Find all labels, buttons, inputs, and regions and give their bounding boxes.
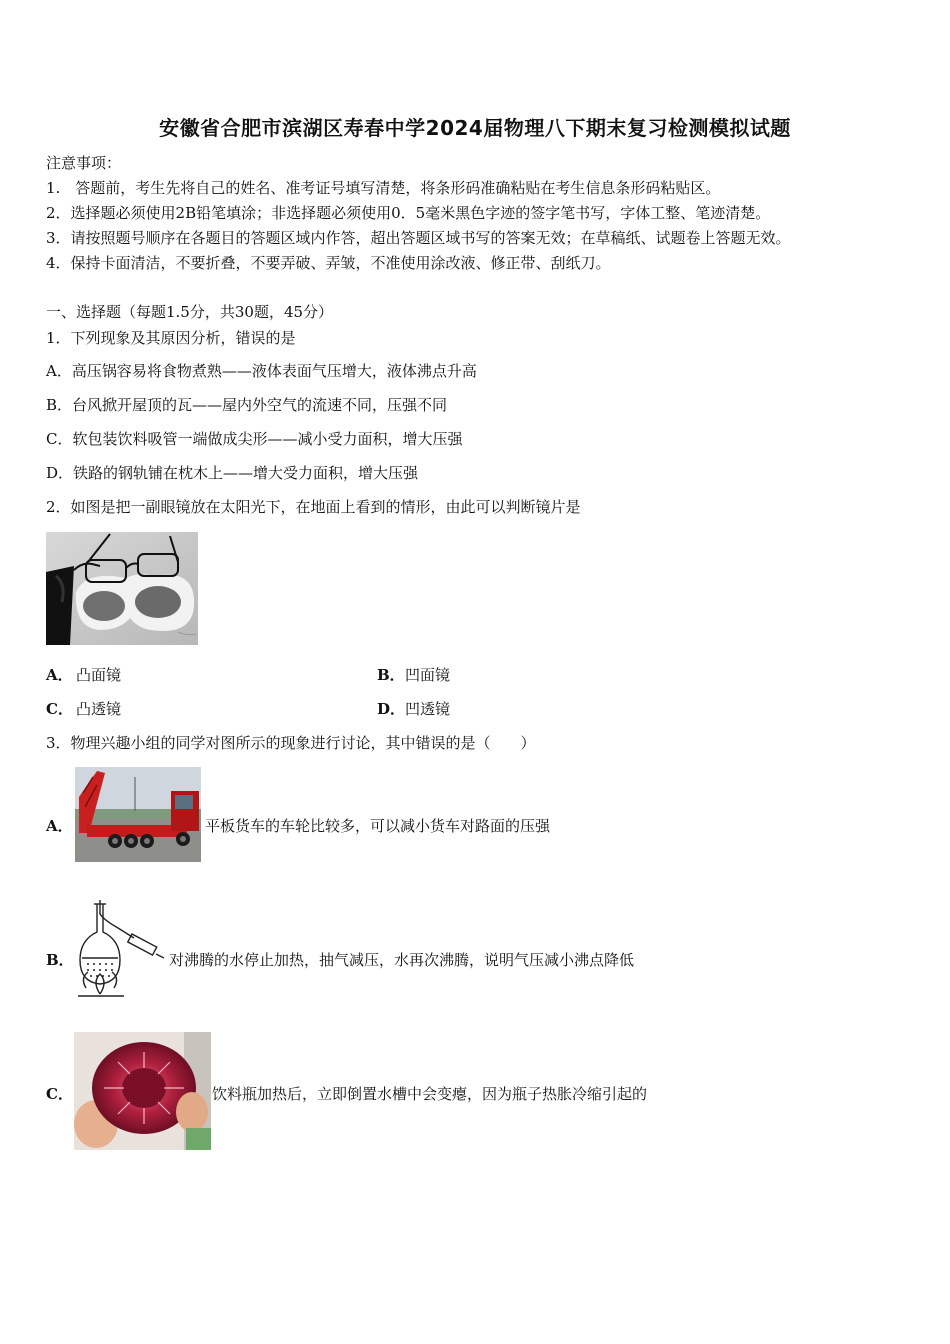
question-1-option-d: D．铁路的钢轨铺在枕木上——增大受力面积，增大压强 xyxy=(46,464,419,482)
question-1-option-c: C．软包装饮料吸管一端做成尖形——减小受力面积，增大压强 xyxy=(46,430,463,448)
notice-item: 2．选择题必须使用2B铅笔填涂；非选择题必须使用0．5毫米黑色字迹的签字笔书写，字体工整、笔迹清楚。 xyxy=(46,204,771,222)
question-3-option-b-text: 对沸腾的水停止加热，抽气减压，水再次沸腾，说明气压减小沸点降低 xyxy=(169,951,635,969)
question-3-option-a-label: A． xyxy=(46,817,73,835)
question-3-option-c-text: 饮料瓶加热后，立即倒置水槽中会变瘪，因为瓶子热胀冷缩引起的 xyxy=(212,1085,648,1103)
question-2-option-d-label: D． xyxy=(377,700,406,718)
question-2-stem: 2．如图是把一副眼镜放在太阳光下，在地面上看到的情形，由此可以判断镜片是 xyxy=(46,498,581,516)
notice-heading: 注意事项： xyxy=(46,154,122,172)
question-3-stem: 3．物理兴趣小组的同学对图所示的现象进行讨论，其中错误的是（ ） xyxy=(46,734,536,752)
notice-item: 3．请按照题号顺序在各题目的答题区域内作答，超出答题区域书写的答案无效；在草稿纸、试题卷上答题无效。 xyxy=(46,229,791,247)
question-2-option-c-text: 凸透镜 xyxy=(76,700,122,718)
flask-syringe-diagram xyxy=(70,898,166,1000)
question-2-option-d-text: 凹透镜 xyxy=(405,700,451,718)
question-1-option-b: B．台风掀开屋顶的瓦——屋内外空气的流速不同，压强不同 xyxy=(46,396,448,414)
notice-item: 4．保持卡面清洁，不要折叠，不要弄破、弄皱，不准使用涂改液、修正带、刮纸刀。 xyxy=(46,254,611,272)
question-1-option-a: A．高压锅容易将食物煮熟——液体表面气压增大，液体沸点升高 xyxy=(46,362,477,380)
question-1-stem: 1．下列现象及其原因分析，错误的是 xyxy=(46,329,296,347)
flatbed-truck-image xyxy=(75,767,201,862)
notice-item: 1. 答题前，考生先将自己的姓名、准考证号填写清楚，将条形码准确粘贴在考生信息条形码粘贴区。 xyxy=(46,179,721,197)
question-2-option-b-label: B． xyxy=(377,666,405,684)
exam-title: 安徽省合肥市滨湖区寿春中学2024届物理八下期末复习检测模拟试题 xyxy=(159,116,791,140)
question-2-option-c-label: C． xyxy=(46,700,73,718)
question-2-option-a-label: A． xyxy=(46,666,73,684)
question-2-option-a-text: 凸面镜 xyxy=(76,666,122,684)
question-3-option-c-label: C． xyxy=(46,1085,73,1103)
crushed-bottle-image xyxy=(74,1032,211,1150)
question-3-option-a-text: 平板货车的车轮比较多，可以减小货车对路面的压强 xyxy=(205,817,551,835)
question-3-option-b-label: B． xyxy=(46,951,74,969)
section-heading: 一、选择题（每题1.5分，共30题，45分） xyxy=(46,303,334,321)
question-2-option-b-text: 凹面镜 xyxy=(405,666,451,684)
glasses-shadow-image xyxy=(46,532,198,645)
